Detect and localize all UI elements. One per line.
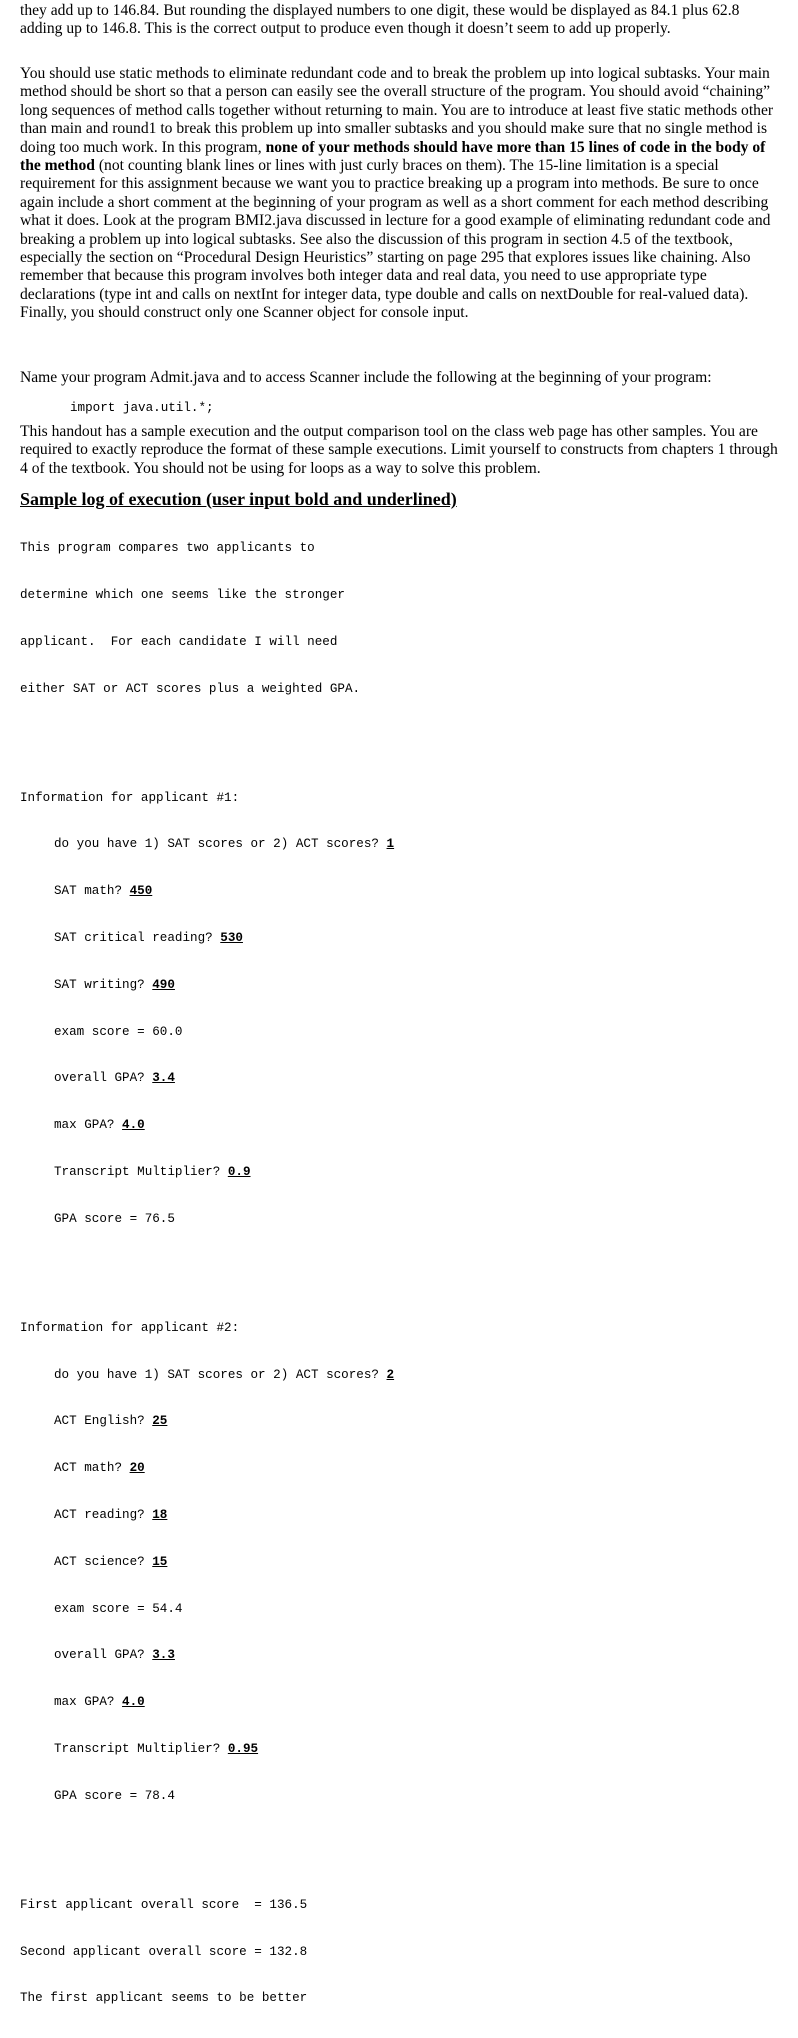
log-prompt: Transcript Multiplier? (54, 1741, 228, 1756)
log-line (20, 1555, 394, 1571)
log-line (20, 1789, 394, 1805)
paragraph-static-methods-bold: none of your methods should have more than 15 lines of code in the body of the method (20, 138, 766, 175)
log-prompt: ACT math? (54, 1461, 130, 1476)
user-input: 530 (220, 931, 243, 946)
log-output: GPA score = 76.5 (54, 1211, 175, 1226)
user-input: 15 (152, 1554, 168, 1569)
user-input: 0.9 (227, 1164, 251, 1179)
paragraph-sample-execution: This handout has a sample execution and the output comparison tool on the class web page has other samples. You are required to exactly reproduce the format of these sample executions. Limit yourself to constructs from chapters 1 through 4 of the textbook. You should not be using for loops as a way to solve this problem. (20, 423, 778, 477)
log-line (20, 1508, 394, 1524)
log-intro-line: either SAT or ACT scores plus a weighted GPA. (20, 681, 361, 696)
user-input: 1 (386, 837, 395, 852)
user-input: 0.95 (227, 1741, 259, 1756)
log-line (20, 1695, 394, 1711)
user-input: 2 (386, 1367, 395, 1382)
log-prompt: SAT writing? (54, 977, 153, 992)
log-line (20, 1648, 394, 1664)
paragraph-static-methods-text-2: (not counting blank lines or lines with just curly braces on them). The 15-line limitation is a special requirement for this assignment because we want you to practice breaking up a program into methods. Be sure to once again include a short comment at the beginning of your program as well as a short comment for each method describing what it does. Look at the program BMI2.java discussed in lecture for a good example of eliminating redundant code and breaking a problem up into logical subtasks. See also the discussion of this program in section 4.5 of the textbook, especially the section on “Procedural Design Heuristics” starting on page 295 that explores issues like chaining. Also remember that because this program involves both integer data and real data, you need to use appropriate type declarations (type int and calls on nextInt for integer data, type double and calls on nextDouble for real-valued data). Finally, you should construct only one Scanner object for console input. (20, 157, 771, 322)
applicant-2-header: Information for applicant #2: (20, 1320, 240, 1335)
log-line (20, 1368, 394, 1384)
paragraph-naming: Name your program Admit.java and to access Scanner include the following at the beginning of your program: (20, 369, 712, 386)
log-line (20, 978, 394, 994)
sample-log (20, 510, 394, 2038)
paragraph-rounding-note: they add up to 146.84. But rounding the displayed numbers to one digit, these would be displayed as 84.1 plus 62.8 adding up to 146.8. This is the correct output to produce even though it doesn’t seem to add up properly. (20, 2, 740, 38)
sample-log-heading: Sample log of execution (user input bold and underlined) (20, 489, 457, 509)
log-line (20, 1461, 394, 1477)
log-line (20, 1165, 394, 1181)
log-blank-line (20, 1259, 394, 1275)
summary-line: First applicant overall score = 136.5 (20, 1897, 308, 1912)
log-prompt: SAT critical reading? (54, 931, 221, 946)
summary-line: Second applicant overall score = 132.8 (20, 1944, 308, 1959)
user-input: 450 (129, 884, 153, 899)
log-line (20, 884, 394, 900)
log-intro-line: determine which one seems like the stronger (20, 587, 345, 602)
user-input: 18 (152, 1508, 168, 1522)
log-intro-line: This program compares two applicants to (20, 541, 315, 556)
log-line (20, 1602, 394, 1618)
summary-line: The first applicant seems to be better (20, 1991, 308, 2006)
log-prompt: ACT science? (54, 1554, 153, 1569)
log-prompt: do you have 1) SAT scores or 2) ACT scores? (54, 1367, 387, 1382)
log-line (20, 1212, 394, 1228)
import-code-line: import java.util.*; (70, 401, 214, 415)
log-output: exam score = 54.4 (54, 1601, 183, 1616)
log-prompt: ACT reading? (54, 1508, 153, 1522)
log-prompt: ACT English? (54, 1414, 153, 1429)
log-blank-line (20, 1835, 394, 1851)
log-prompt: max GPA? (54, 1695, 123, 1710)
log-prompt: do you have 1) SAT scores or 2) ACT scores? (54, 837, 387, 852)
log-prompt: Transcript Multiplier? (54, 1164, 228, 1179)
log-prompt: max GPA? (54, 1118, 123, 1133)
applicant-1-header: Information for applicant #1: (20, 790, 240, 805)
paragraph-static-methods (20, 65, 782, 323)
log-prompt: overall GPA? (54, 1071, 153, 1086)
user-input: 3.3 (152, 1648, 175, 1663)
log-output: exam score = 60.0 (54, 1024, 183, 1039)
paragraph-static-methods-text-1: You should use static methods to eliminate redundant code and to break the problem up into logical subtasks. Your main method should be short so that a person can easily see the overall structure of the program. You should avoid “chaining” long sequences of method calls together without returning to main. You are to introduce at least five static methods other than main and round1 to break this problem up into smaller subtasks and you should make sure that no single method is doing too much work. In this program, (20, 65, 774, 156)
log-prompt: SAT math? (54, 884, 130, 899)
log-line (20, 1071, 394, 1087)
log-prompt: overall GPA? (54, 1648, 153, 1663)
user-input: 4.0 (122, 1118, 145, 1133)
user-input: 490 (152, 977, 175, 992)
user-input: 3.4 (152, 1071, 175, 1086)
log-intro-line: applicant. For each candidate I will need (20, 634, 338, 649)
user-input: 25 (152, 1414, 168, 1429)
log-output: GPA score = 78.4 (54, 1788, 175, 1803)
user-input: 4.0 (122, 1695, 145, 1710)
user-input: 20 (129, 1461, 145, 1476)
log-line (20, 837, 394, 853)
log-line (20, 1118, 394, 1134)
log-line (20, 1414, 394, 1430)
log-line (20, 1025, 394, 1041)
log-line (20, 1742, 394, 1758)
log-blank-line (20, 728, 394, 744)
log-line (20, 931, 394, 947)
